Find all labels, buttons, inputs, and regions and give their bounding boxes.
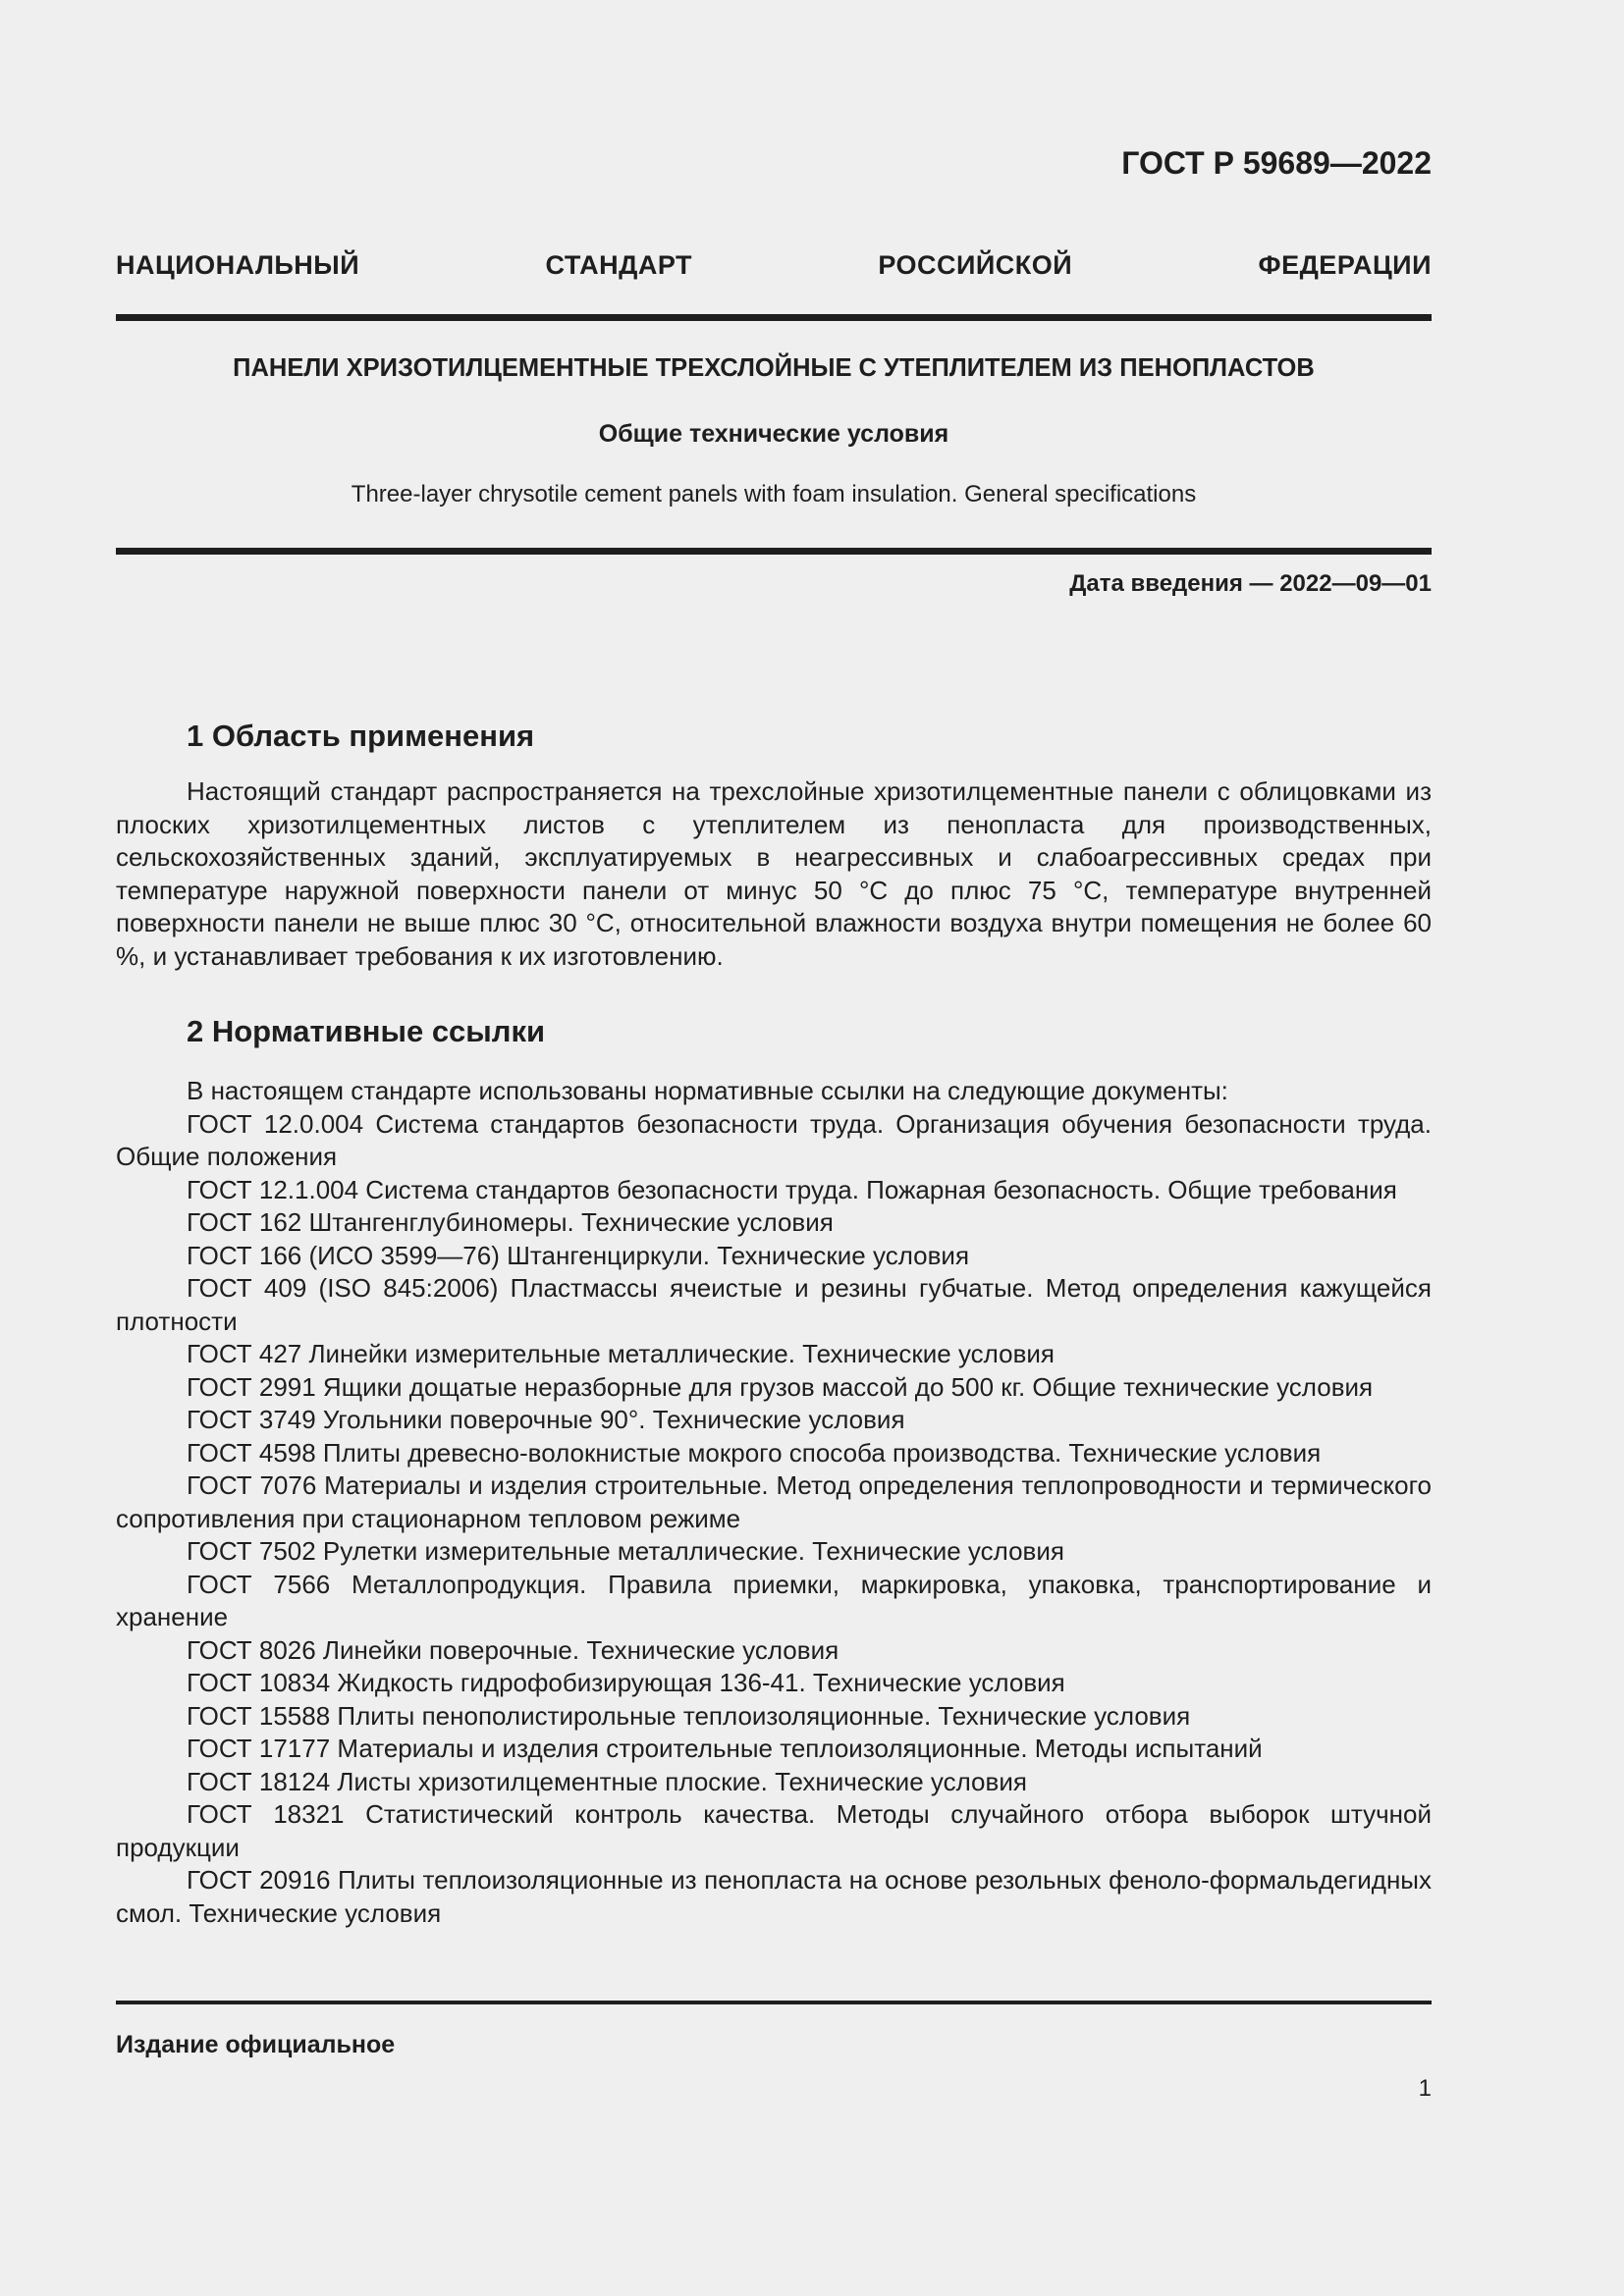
scope-section-body (116, 775, 1432, 973)
reference-item: ГОСТ 12.1.004 Система стандартов безопасности труда. Пожарная безопасность. Общие требования (187, 1174, 1397, 1204)
reference-item: ГОСТ 7502 Рулетки измерительные металлические. Технические условия (187, 1536, 1064, 1566)
footer-rule (116, 2001, 1432, 2004)
scope-paragraph: Настоящий стандарт распространяется на трехслойные хризотилцементные панели с облицовками из плоских хризотилцементных листов с утеплителем из пенопласта для производственных, сельскохозяйственных зданий, эксплуатируемых в неагрессивных и слабоагрессивных средах при температуре наружной поверхности панели от минус 50 °С до плюс 75 °С, температуре внутренней поверхности панели не выше плюс 30 °С, относительной влажности воздуха внутри помещения не более 60 %, и устанавливает требования к их изготовлению. (116, 776, 1432, 971)
reference-item: ГОСТ 162 Штангенглубиномеры. Технические условия (187, 1207, 834, 1237)
reference-item: ГОСТ 7566 Металлопродукция. Правила приемки, маркировка, упаковка, транспортирование и хранение (116, 1569, 1432, 1631)
reference-item: ГОСТ 15588 Плиты пенополистирольные теплоизоляционные. Технические условия (187, 1700, 1191, 1731)
national-standard-line: НАЦИОНАЛЬНЫЙ СТАНДАРТ РОССИЙСКОЙ ФЕДЕРАЦИИ (116, 250, 1432, 280)
reference-item: ГОСТ 4598 Плиты древесно-волокнистые мокрого способа производства. Технические условия (187, 1437, 1322, 1468)
document-title-en: Three-layer chrysotile cement panels with foam insulation. General specifications (351, 481, 1197, 507)
document-title-ru: ПАНЕЛИ ХРИЗОТИЛЦЕМЕНТНЫЕ ТРЕХСЛОЙНЫЕ С УТЕПЛИТЕЛЕМ ИЗ ПЕНОПЛАСТОВ (233, 354, 1315, 382)
header-rule-top (116, 314, 1432, 321)
reference-item: ГОСТ 7076 Материалы и изделия строительные. Метод определения теплопроводности и термического сопротивления при стационарном тепловом режиме (116, 1470, 1432, 1533)
reference-item: ГОСТ 8026 Линейки поверочные. Технические условия (187, 1634, 839, 1665)
reference-item: ГОСТ 427 Линейки измерительные металлические. Технические условия (187, 1339, 1055, 1368)
reference-item: ГОСТ 409 (ISO 845:2006) Пластмассы ячеистые и резины губчатые. Метод определения кажущейся плотности (116, 1273, 1432, 1336)
section-heading-scope: 1 Область применения (187, 719, 535, 753)
introduction-date: Дата введения — 2022—09—01 (1069, 570, 1432, 597)
section-heading-references: 2 Нормативные ссылки (187, 1014, 546, 1048)
references-intro: В настоящем стандарте использованы нормативные ссылки на следующие документы: (187, 1076, 1228, 1105)
reference-item: ГОСТ 20916 Плиты теплоизоляционные из пенопласта на основе резольных феноло-формальдегидных смол. Технические условия (116, 1865, 1432, 1928)
standard-number: ГОСТ Р 59689—2022 (1121, 145, 1432, 181)
document-subtitle-ru: Общие технические условия (598, 420, 949, 448)
reference-item: ГОСТ 12.0.004 Система стандартов безопасности труда. Организация обучения безопасности труда. Общие положения (116, 1108, 1432, 1171)
reference-item: ГОСТ 18124 Листы хризотилцементные плоские. Технические условия (187, 1766, 1027, 1796)
page-number: 1 (1418, 2075, 1432, 2102)
references-section-body (116, 1075, 1432, 1930)
edition-label: Издание официальное (116, 2031, 396, 2058)
reference-item: ГОСТ 17177 Материалы и изделия строительные теплоизоляционные. Методы испытаний (187, 1734, 1263, 1763)
reference-item: ГОСТ 166 (ИСО 3599—76) Штангенциркули. Технические условия (187, 1240, 970, 1270)
reference-item: ГОСТ 3749 Угольники поверочные 90°. Технические условия (187, 1405, 905, 1434)
header-rule-bottom (116, 548, 1432, 555)
reference-item: ГОСТ 10834 Жидкость гидрофобизирующая 136-41. Технические условия (187, 1668, 1065, 1697)
reference-item: ГОСТ 2991 Ящики дощатые неразборные для грузов массой до 500 кг. Общие технические условия (187, 1371, 1374, 1402)
reference-item: ГОСТ 18321 Статистический контроль качества. Методы случайного отбора выборок штучной продукции (116, 1799, 1432, 1862)
